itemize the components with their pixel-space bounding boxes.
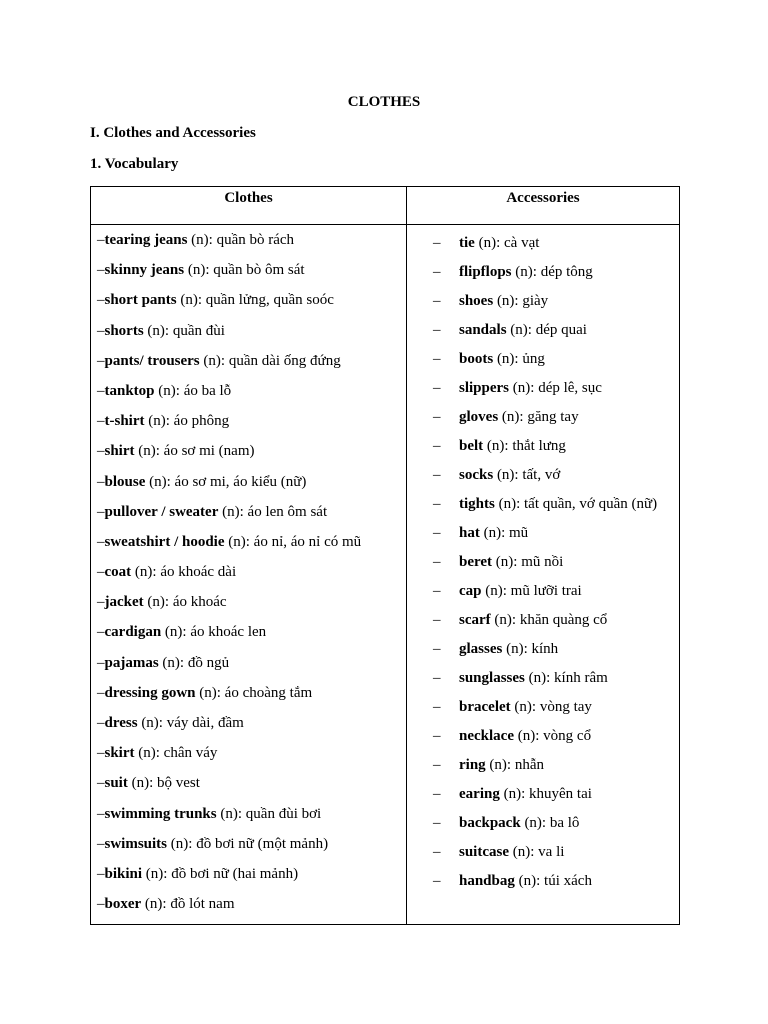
- part-of-speech: (n):: [506, 322, 536, 338]
- vocab-meaning: chân váy: [163, 745, 218, 762]
- list-item: [433, 403, 679, 432]
- part-of-speech: (n):: [167, 835, 197, 852]
- dash-bullet: –: [433, 786, 441, 802]
- vocab-meaning: mũ: [509, 525, 529, 541]
- dash-bullet: –: [433, 264, 441, 280]
- dash-bullet: –: [433, 351, 441, 367]
- vocabulary-table: [90, 186, 680, 925]
- part-of-speech: (n):: [218, 503, 248, 520]
- part-of-speech: (n):: [524, 670, 555, 686]
- list-item-text: [459, 838, 679, 867]
- vocab-term: earing: [459, 786, 500, 802]
- dash-bullet: –: [97, 322, 105, 339]
- vocab-meaning: váy dài, đầm: [166, 715, 244, 731]
- list-item: [433, 780, 679, 809]
- vocab-term: pullover / sweater: [104, 503, 219, 520]
- page-title: CLOTHES: [347, 94, 421, 110]
- part-of-speech: (n):: [510, 699, 540, 715]
- dash-bullet: –: [97, 896, 105, 913]
- vocab-term: suitcase: [459, 844, 509, 860]
- vocab-term: sweatshirt / hoodie: [104, 533, 225, 550]
- part-of-speech: (n):: [158, 654, 188, 671]
- dash-bullet: –: [433, 409, 441, 425]
- dash-bullet: –: [433, 554, 441, 570]
- part-of-speech: (n):: [154, 382, 184, 399]
- part-of-speech: (n):: [493, 351, 523, 367]
- list-item: [433, 461, 679, 490]
- part-of-speech: (n):: [511, 264, 541, 280]
- vocab-meaning: vòng tay: [539, 699, 592, 715]
- list-item-text: [459, 693, 679, 722]
- list-item-text: [459, 229, 679, 258]
- part-of-speech: (n):: [479, 525, 510, 541]
- vocab-meaning: áo ba lỗ: [183, 382, 232, 399]
- dash-bullet: –: [97, 503, 105, 520]
- vocab-meaning: mũ nồi: [521, 554, 564, 570]
- vocab-term: socks: [459, 467, 494, 483]
- list-item: [433, 432, 679, 461]
- dash-bullet: –: [97, 292, 105, 309]
- dash-bullet: –: [97, 654, 105, 671]
- vocab-term: pajamas: [104, 654, 159, 671]
- vocab-term: belt: [459, 438, 484, 454]
- vocab-meaning: áo len ôm sát: [247, 503, 328, 520]
- list-item: [433, 751, 679, 780]
- vocab-term: shoes: [459, 293, 494, 309]
- accessories-cell: [407, 225, 680, 925]
- part-of-speech: (n):: [145, 473, 175, 490]
- list-item-text: [459, 606, 679, 635]
- vocab-term: slippers: [459, 380, 510, 396]
- vocab-term: dressing gown: [104, 684, 196, 701]
- vocab-meaning: tất quần, vớ quần (nữ): [524, 496, 658, 512]
- list-item-text: [459, 577, 679, 606]
- vocab-meaning: quần đùi bơi: [245, 805, 322, 822]
- part-of-speech: (n):: [494, 496, 525, 512]
- list-item: [433, 809, 679, 838]
- part-of-speech: (n):: [199, 352, 229, 369]
- dash-bullet: –: [433, 380, 441, 396]
- dash-bullet: –: [97, 715, 105, 731]
- vocab-meaning: áo phông: [173, 413, 230, 430]
- list-item-text: [459, 490, 679, 519]
- part-of-speech: (n):: [493, 293, 523, 309]
- vocab-meaning: áo choàng tắm: [224, 684, 313, 701]
- list-item: [433, 229, 679, 258]
- vocab-term: sandals: [459, 322, 507, 338]
- part-of-speech: (n):: [161, 624, 191, 641]
- part-of-speech: (n):: [216, 805, 246, 822]
- list-item: [433, 838, 679, 867]
- dash-bullet: –: [433, 612, 441, 628]
- list-item-text: [459, 287, 679, 316]
- part-of-speech: (n):: [127, 775, 158, 792]
- vocab-meaning: ba lô: [549, 815, 580, 831]
- part-of-speech: (n):: [502, 641, 532, 657]
- vocab-term: gloves: [459, 409, 499, 425]
- list-item: [433, 287, 679, 316]
- vocab-term: skirt: [104, 745, 135, 762]
- vocab-term: ring: [459, 757, 486, 773]
- vocab-term: hat: [459, 525, 480, 541]
- vocab-term: tie: [459, 235, 475, 251]
- vocab-term: tanktop: [104, 382, 155, 399]
- list-item: [433, 722, 679, 751]
- vocab-meaning: áo khoác len: [190, 624, 267, 641]
- vocab-meaning: găng tay: [527, 409, 579, 425]
- vocab-meaning: túi xách: [544, 873, 592, 889]
- list-item: [433, 490, 679, 519]
- list-item: [97, 804, 406, 834]
- vocab-meaning: thắt lưng: [512, 438, 566, 454]
- list-item-text: [459, 345, 679, 374]
- list-item: [97, 532, 406, 562]
- dash-bullet: –: [97, 624, 105, 641]
- dash-bullet: –: [97, 262, 105, 279]
- vocab-meaning: đồ bơi nữ (hai mảnh): [171, 865, 299, 882]
- vocab-term: swimsuits: [104, 835, 168, 852]
- dash-bullet: –: [433, 583, 441, 599]
- list-item: [97, 351, 406, 381]
- part-of-speech: (n):: [520, 815, 550, 831]
- list-item: [97, 472, 406, 502]
- vocab-term: tights: [459, 496, 495, 512]
- dash-bullet: –: [97, 684, 105, 701]
- list-item: [97, 260, 406, 290]
- dash-bullet: –: [97, 382, 105, 399]
- list-item: [433, 606, 679, 635]
- list-item: [97, 502, 406, 532]
- part-of-speech: (n):: [195, 684, 225, 701]
- list-item: [433, 258, 679, 287]
- dash-bullet: –: [97, 865, 105, 882]
- part-of-speech: (n):: [513, 728, 544, 744]
- dash-bullet: –: [97, 352, 105, 369]
- vocab-term: backpack: [459, 815, 521, 831]
- list-item-text: [459, 664, 679, 693]
- list-item-text: [459, 258, 679, 287]
- vocab-term: scarf: [459, 612, 491, 628]
- vocab-term: beret: [459, 554, 493, 570]
- dash-bullet: –: [433, 815, 441, 831]
- vocab-term: t-shirt: [104, 413, 145, 430]
- part-of-speech: (n):: [187, 232, 217, 248]
- dash-bullet: –: [433, 467, 441, 483]
- list-item-text: [459, 809, 679, 838]
- part-of-speech: (n):: [143, 594, 173, 611]
- list-item: [97, 381, 406, 411]
- list-item: [97, 321, 406, 351]
- list-item: [97, 562, 406, 592]
- clothes-cell: [91, 225, 407, 925]
- vocab-term: blouse: [104, 473, 146, 490]
- part-of-speech: (n):: [492, 554, 522, 570]
- list-item-text: [459, 867, 679, 896]
- vocab-meaning: đồ lót nam: [170, 896, 235, 913]
- list-item: [97, 290, 406, 320]
- vocab-term: coat: [104, 564, 132, 581]
- dash-bullet: –: [97, 443, 105, 460]
- vocab-meaning: giày: [522, 293, 549, 309]
- vocab-meaning: bộ vest: [157, 775, 200, 792]
- dash-bullet: –: [97, 775, 105, 792]
- part-of-speech: (n):: [144, 413, 174, 430]
- list-item: [97, 683, 406, 713]
- dash-bullet: –: [433, 235, 441, 251]
- vocab-term: short pants: [104, 292, 177, 309]
- table-header-row: [91, 187, 680, 225]
- list-item: [433, 548, 679, 577]
- list-item: [433, 374, 679, 403]
- list-item: [433, 693, 679, 722]
- list-item: [97, 411, 406, 441]
- dash-bullet: –: [433, 438, 441, 454]
- list-item: [433, 635, 679, 664]
- list-item-text: [459, 780, 679, 809]
- list-item-text: [459, 751, 679, 780]
- vocab-meaning: đồ bơi nữ (một mảnh): [196, 835, 329, 852]
- dash-bullet: –: [433, 670, 441, 686]
- list-item-text: [459, 461, 679, 490]
- vocab-term: tearing jeans: [104, 232, 188, 248]
- dash-bullet: –: [97, 473, 105, 490]
- section-heading: I. Clothes and Accessories: [90, 125, 256, 141]
- part-of-speech: (n):: [499, 786, 529, 802]
- vocab-term: bikini: [104, 865, 143, 882]
- vocab-meaning: áo nỉ, áo nỉ có mũ: [253, 533, 362, 550]
- part-of-speech: (n):: [514, 873, 545, 889]
- list-item: [97, 834, 406, 864]
- dash-bullet: –: [97, 533, 105, 550]
- vocab-meaning: nhẫn: [514, 757, 545, 773]
- header-accessories: Accessories: [407, 187, 680, 225]
- dash-bullet: –: [433, 728, 441, 744]
- vocab-meaning: áo sơ mi (nam): [163, 443, 255, 460]
- list-item: [97, 713, 406, 743]
- list-item: [97, 622, 406, 652]
- list-item: [433, 577, 679, 606]
- part-of-speech: (n):: [224, 533, 254, 550]
- dash-bullet: –: [97, 835, 105, 852]
- dash-bullet: –: [97, 745, 105, 762]
- list-item: [433, 867, 679, 896]
- dash-bullet: –: [433, 322, 441, 338]
- vocab-term: shorts: [104, 322, 144, 339]
- dash-bullet: –: [97, 805, 105, 822]
- vocab-term: sunglasses: [459, 670, 525, 686]
- list-item: [433, 316, 679, 345]
- vocab-term: cap: [459, 583, 482, 599]
- dash-bullet: –: [97, 564, 105, 581]
- vocab-meaning: dép lê, sục: [538, 380, 602, 396]
- dash-bullet: –: [97, 594, 105, 611]
- part-of-speech: (n):: [143, 322, 173, 339]
- part-of-speech: (n):: [509, 844, 539, 860]
- vocab-term: flipflops: [459, 264, 512, 280]
- list-item: [97, 230, 406, 260]
- vocab-term: bracelet: [459, 699, 511, 715]
- list-item: [97, 864, 406, 894]
- dash-bullet: –: [433, 496, 441, 512]
- part-of-speech: (n):: [142, 865, 172, 882]
- part-of-speech: (n):: [474, 235, 504, 251]
- vocab-meaning: quần dài ống đứng: [228, 352, 341, 369]
- dash-bullet: –: [433, 699, 441, 715]
- list-item: [97, 773, 406, 803]
- vocab-term: handbag: [459, 873, 515, 889]
- vocab-meaning: mũ lưỡi trai: [510, 583, 582, 599]
- header-clothes: Clothes: [91, 187, 407, 225]
- list-item: [97, 653, 406, 683]
- clothes-list: [91, 225, 406, 924]
- vocab-term: skinny jeans: [104, 262, 185, 279]
- list-item-text: [459, 432, 679, 461]
- vocab-meaning: tất, vớ: [522, 467, 561, 483]
- accessories-list: [407, 225, 679, 896]
- part-of-speech: (n):: [483, 438, 513, 454]
- part-of-speech: (n):: [134, 443, 164, 460]
- part-of-speech: (n):: [509, 380, 539, 396]
- vocab-meaning: ủng: [522, 351, 545, 367]
- part-of-speech: (n):: [493, 467, 523, 483]
- dash-bullet: –: [433, 525, 441, 541]
- vocab-term: boots: [459, 351, 494, 367]
- vocab-meaning: va li: [538, 844, 565, 860]
- part-of-speech: (n):: [137, 715, 167, 731]
- dash-bullet: –: [97, 232, 105, 248]
- vocab-term: swimming trunks: [104, 805, 217, 822]
- vocab-meaning: cà vạt: [504, 235, 540, 251]
- vocab-meaning: quần đùi: [172, 322, 225, 339]
- dash-bullet: –: [433, 757, 441, 773]
- vocab-meaning: áo khoác dài: [160, 564, 237, 581]
- part-of-speech: (n):: [134, 745, 164, 762]
- part-of-speech: (n):: [184, 262, 214, 279]
- list-item-text: [459, 722, 679, 751]
- part-of-speech: (n):: [481, 583, 511, 599]
- vocab-meaning: áo khoác: [172, 594, 227, 611]
- list-item-text: [459, 403, 679, 432]
- vocab-meaning: quần bò rách: [216, 232, 295, 248]
- dash-bullet: –: [433, 641, 441, 657]
- part-of-speech: (n):: [176, 292, 206, 309]
- vocab-term: cardigan: [104, 624, 162, 641]
- list-item-text: [459, 548, 679, 577]
- list-item: [97, 743, 406, 773]
- vocab-term: suit: [104, 775, 128, 792]
- list-item: [97, 894, 406, 924]
- list-item: [97, 441, 406, 471]
- subsection-heading: 1. Vocabulary: [90, 156, 179, 172]
- vocab-meaning: khuyên tai: [529, 786, 592, 802]
- part-of-speech: (n):: [498, 409, 528, 425]
- vocab-meaning: dép quai: [535, 322, 587, 338]
- vocab-meaning: đồ ngủ: [187, 654, 230, 671]
- list-item: [97, 592, 406, 622]
- list-item: [433, 664, 679, 693]
- list-item-text: [459, 374, 679, 403]
- dash-bullet: –: [433, 844, 441, 860]
- vocab-meaning: kính râm: [554, 670, 608, 686]
- table-body-row: [91, 225, 680, 925]
- vocab-meaning: dép tông: [540, 264, 593, 280]
- list-item-text: [459, 519, 679, 548]
- vocab-term: jacket: [104, 594, 144, 611]
- dash-bullet: –: [433, 873, 441, 889]
- part-of-speech: (n):: [485, 757, 515, 773]
- vocab-meaning: quần bò ôm sát: [213, 262, 305, 279]
- list-item: [433, 519, 679, 548]
- dash-bullet: –: [433, 293, 441, 309]
- vocab-term: boxer: [104, 896, 142, 913]
- vocab-meaning: áo sơ mi, áo kiểu (nữ): [174, 473, 307, 490]
- vocab-meaning: vòng cổ: [543, 728, 592, 744]
- vocab-term: glasses: [459, 641, 503, 657]
- part-of-speech: (n):: [490, 612, 520, 628]
- vocab-term: necklace: [459, 728, 514, 744]
- vocab-meaning: kính: [531, 641, 559, 657]
- part-of-speech: (n):: [141, 896, 171, 913]
- vocab-term: dress: [104, 715, 138, 731]
- vocab-term: pants/ trousers: [104, 352, 200, 369]
- vocab-meaning: quần lửng, quần soóc: [205, 292, 334, 309]
- list-item: [433, 345, 679, 374]
- dash-bullet: –: [97, 413, 105, 430]
- vocab-meaning: khăn quàng cổ: [519, 612, 608, 628]
- list-item-text: [459, 316, 679, 345]
- list-item-text: [459, 635, 679, 664]
- part-of-speech: (n):: [131, 564, 161, 581]
- vocab-term: shirt: [104, 443, 135, 460]
